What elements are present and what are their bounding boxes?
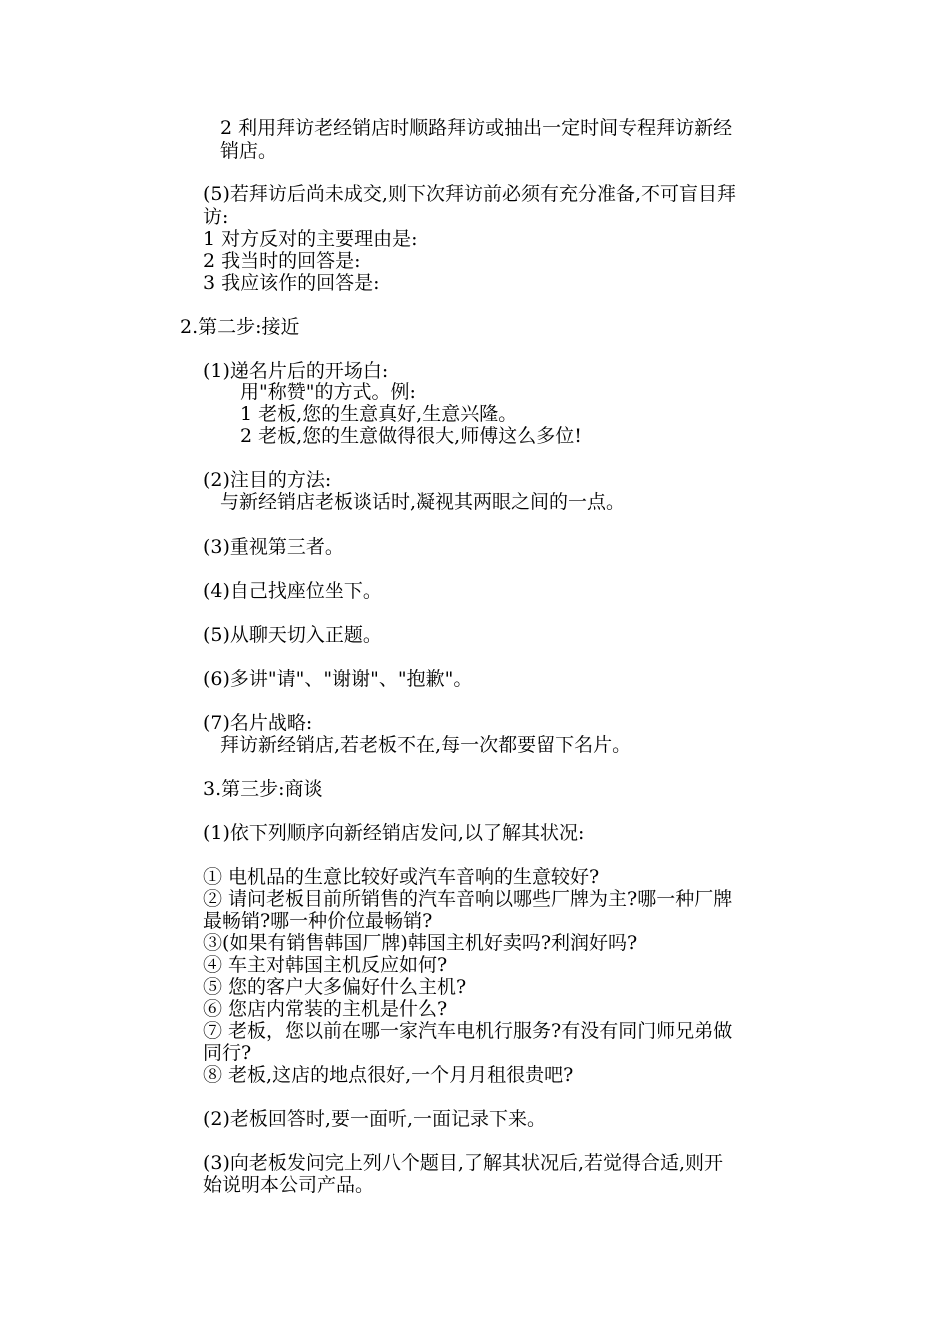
list-item: ⑧ 老板,这店的地点很好,一个月月租很贵吧? (203, 1064, 574, 1086)
text-line: 与新经销店老板谈话时,凝视其两眼之间的一点。 (220, 491, 626, 513)
list-item: 最畅销?哪一种价位最畅销? (203, 910, 433, 932)
list-item: 同行? (203, 1042, 252, 1064)
text-line: (5)从聊天切入正题。 (203, 624, 382, 646)
text-line: 2 老板,您的生意做得很大,师傅这么多位! (240, 425, 582, 447)
text-line: (1)递名片后的开场白: (203, 360, 389, 382)
text-line: (4)自己找座位坐下。 (203, 580, 382, 602)
text-line: (5)若拜访后尚未成交,则下次拜访前必须有充分准备,不可盲目拜 (203, 183, 736, 205)
list-item: ② 请问老板目前所销售的汽车音响以哪些厂牌为主?哪一种厂牌 (203, 888, 733, 910)
text-line: 拜访新经销店,若老板不在,每一次都要留下名片。 (220, 734, 632, 756)
text-line: 用"称赞"的方式。例: (240, 381, 416, 403)
text-line: (7)名片战略: (203, 712, 313, 734)
list-item: ④ 车主对韩国主机反应如何? (203, 954, 448, 976)
text-line: (6)多讲"请"、"谢谢"、"抱歉"。 (203, 668, 473, 690)
list-item: ① 电机品的生意比较好或汽车音响的生意较好? (203, 866, 600, 888)
text-line: (3)向老板发问完上列八个题目,了解其状况后,若觉得合适,则开 (203, 1152, 724, 1174)
section-heading: 2.第二步:接近 (180, 316, 300, 338)
text-line: 3 我应该作的回答是: (203, 272, 380, 294)
list-item: ⑥ 您店内常装的主机是什么? (203, 998, 448, 1020)
text-line: 2 利用拜访老经销店时顺路拜访或抽出一定时间专程拜访新经 (220, 117, 733, 139)
text-line: 访: (203, 206, 229, 228)
text-line: 2 我当时的回答是: (203, 250, 361, 272)
text-line: (2)注目的方法: (203, 469, 332, 491)
list-item: ⑤ 您的客户大多偏好什么主机? (203, 976, 467, 998)
text-line: (2)老板回答时,要一面听,一面记录下来。 (203, 1108, 546, 1130)
text-line: 始说明本公司产品。 (203, 1174, 375, 1196)
section-heading: 3.第三步:商谈 (203, 778, 323, 800)
text-line: 销店。 (220, 140, 278, 162)
text-line: (1)依下列顺序向新经销店发问,以了解其状况: (203, 822, 585, 844)
text-line: 1 对方反对的主要理由是: (203, 228, 418, 250)
list-item: ③(如果有销售韩国厂牌)韩国主机好卖吗?利润好吗? (203, 932, 638, 954)
text-line: 1 老板,您的生意真好,生意兴隆。 (240, 403, 518, 425)
text-line: (3)重视第三者。 (203, 536, 344, 558)
list-item: ⑦ 老板，您以前在哪一家汽车电机行服务?有没有同门师兄弟做 (203, 1020, 733, 1042)
